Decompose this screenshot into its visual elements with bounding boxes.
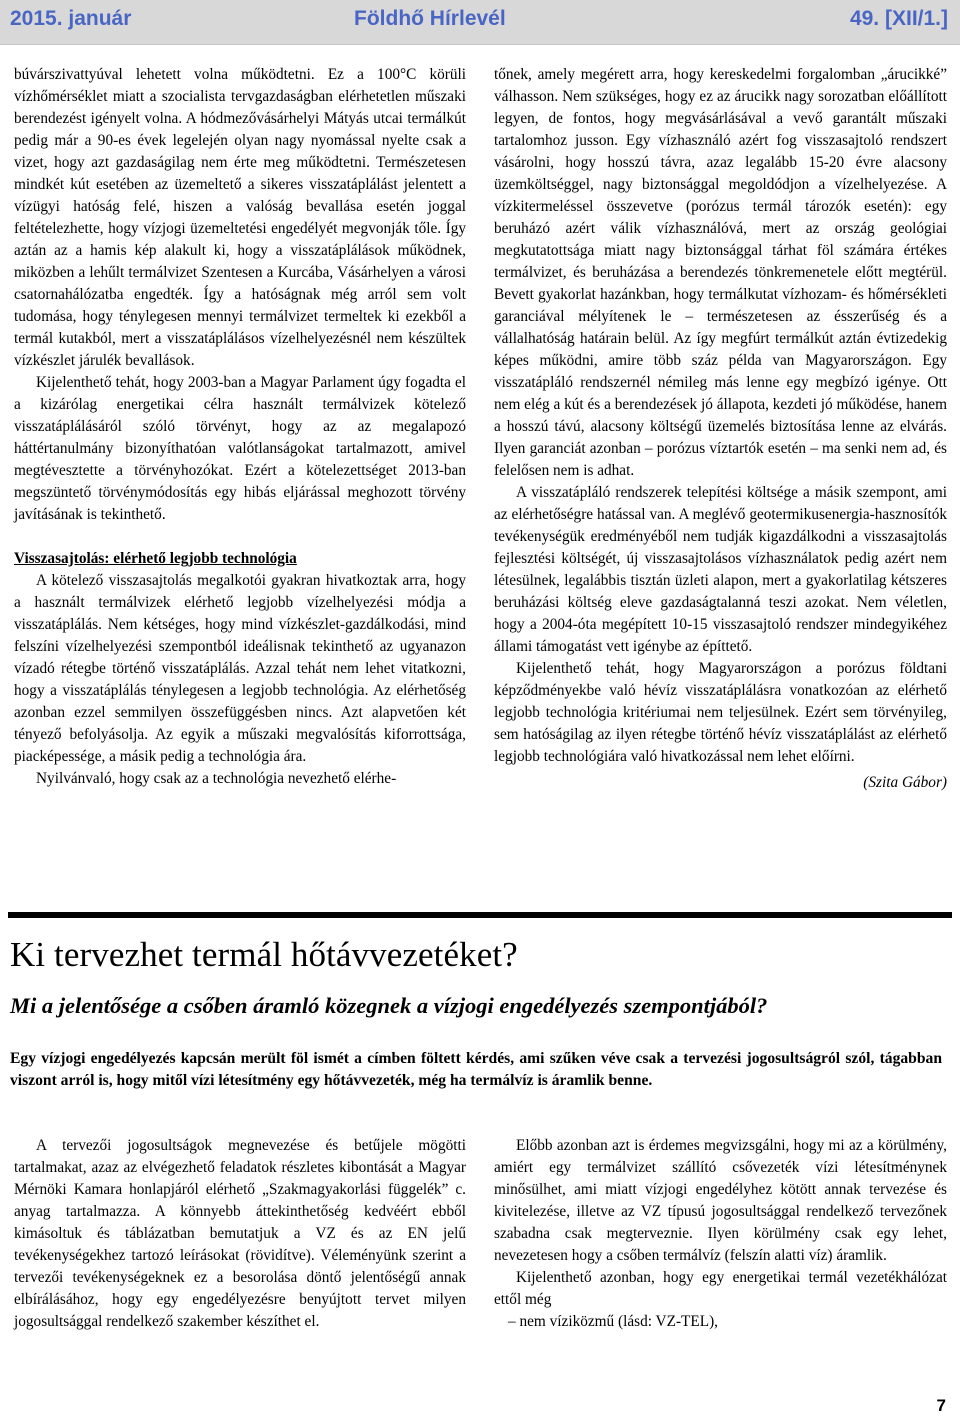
header-issue: 49. [XII/1.] bbox=[849, 7, 948, 30]
list-item: – nem víziközmű (lásd: VZ-TEL), bbox=[508, 1313, 718, 1330]
paragraph: A kötelező visszasajtolás megalkotói gyakran hivatkoztak arra, hogy a használt termálvizek elérhető legjobb vízelhelyezési módja a visszatáplálás. Nem kétséges, hogy mind vízkészlet-gazdálkodási, mind felszíni vízelhelyezési szempontból ideálisnak tekinthető az ugyanazon vízadó rétegbe történő visszatáplálás. Azzal tehát nem lehet vitatkozni, hogy a visszatáplálás ténylegesen a legjobb technológia. Az elérhetőség azonban ezzel semmilyen összefüggésben nincs. Azt alapvetően két tényező befolyásolja. Az egyik a műszaki megvalósítás kiforrottsága, piacképessége, a másik pedig a technológia ára. bbox=[14, 572, 466, 765]
header-date: 2015. január bbox=[10, 7, 132, 30]
article-title: Ki tervezhet termál hőtávvezetéket? bbox=[10, 935, 518, 974]
paragraph: Kijelenthető tehát, hogy 2003-ban a Magyar Parlament úgy fogadta el a kizárólag energetikai célra használt termálvizek kötelező visszatáplálásáról szóló törvényt, hogy az az megalapozó háttértanulmány bizonyíthatóan valótlanságokat tartalmazott, amivel megtévesztette a törvényhozókat. Ezért a kötelezettséget 2013-ban megszüntető törvénymódosítás egy hibás eljárással meghozott törvény javításának is tekinthető. bbox=[14, 374, 466, 523]
paragraph: Nyilvánvaló, hogy csak az a technológia nevezhető elérhe- bbox=[36, 770, 397, 787]
prev-article-column-1 bbox=[14, 64, 466, 790]
paragraph: tőnek, amely megérett arra, hogy kereskedelmi forgalomban „árucikké” válhasson. Nem szükséges, hogy ez az árucikk nagy sorozatban előállított legyen, de fontos, hogy megvásárlásával a vevő garantált műszaki tartalomhoz jusson. Egy vízhasználó azért fog visszasajtoló rendszert vásárolni, hogy hosszú távra, azaz legalább 15-20 évre alacsony üzemköltséggel, nagy biztonsággal megoldódjon a vízelhelyezése. A vízkitermeléssel összevetve (porózus termál tározók esetén): egy beruházó azért válik vízhasználóvá, mert az ország geológiai megkutatottsága miatt nagy biztonsággal tárhat föl számára értékes termálvizet, és beruházása a berendezés tönkremenetele előtt megtérül. Bevett gyakorlat hazánkban, hogy termálkutat vízhozam- és hőmérsékleti garanciával mélyítenek le – természetesen az ésszerűség és a vállalhatóság határain belül. Az így megfúrt termálkút aztán évtizedekig képes működni, amire több száz példa van Magyarországon. Egy visszatápláló rendszernél némileg más lenne egy megbízó igénye. Ott nem elég a kút és a berendezések jó állapota, kezdeti jó működése, hanem a hosszú távú, alacsony költségű üzemelés biztosítása lenne az elvárás. Ilyen garanciát azonban – porózus víztartók esetén – ma senki nem ad, és felelősen nem is adhat. bbox=[494, 66, 947, 479]
article-subtitle: Mi a jelentősége a csőben áramló közegnek a vízjogi engedélyezés szempontjából? bbox=[10, 993, 768, 1018]
article-lead: Egy vízjogi engedélyezés kapcsán merült föl ismét a címben föltett kérdés, ami szűken véve csak a tervezési jogosultságról szól, tágabban viszont arról is, hogy mitől vízi létesítmény egy hőtávvezeték, még ha termálvíz is áramlik benne. bbox=[10, 1050, 942, 1089]
page-number: 7 bbox=[936, 1396, 946, 1415]
page-header bbox=[0, 0, 960, 45]
paragraph: Előbb azonban azt is érdemes megvizsgálni, hogy mi az a körülmény, amiért egy termálvizet szállító csővezeték vízi létesítménynek minősülhet, ami miatt vízjogi engedélyhez kötött annak tervezése és kivitelezése, illetve az VZ típusú jogosultsággal rendelkező tervezőnek szabadna csak megterveznie. Ilyen körülmény csak egy lehet, nevezetesen hogy a csőben termálvíz (felszín alatti víz) áramlik. bbox=[494, 1137, 947, 1264]
paragraph: Kijelenthető tehát, hogy Magyarországon a porózus földtani képződményekbe való hévíz visszatáplálásra vonatkozóan az elérhető legjobb technológia kritériumai nem teljesülnek. Ezért sem törvényileg, sem hatóságilag az ilyen rétegbe történő hévíz visszatáplálást az elérhető legjobb technológiára való hivatkozással nem lehet előírni. bbox=[494, 660, 947, 765]
article-column-1 bbox=[14, 1135, 466, 1333]
section-subheading: Visszasajtolás: elérhető legjobb technológia bbox=[14, 550, 297, 567]
section-divider bbox=[8, 912, 952, 918]
prev-article-column-2 bbox=[494, 64, 947, 794]
paragraph: A tervezői jogosultságok megnevezése és betűjele mögötti tartalmakat, azaz az elvégezhető feladatok részletes kibontását a Magyar Mérnöki Kamara honlapjáról elérhető „Szakmagyakorlási függelék” c. anyag tartalmazza. A könnyebb áttekinthetőség kedvéért ebből kimásoltuk és táblázatban bemutatjuk a VZ és az EN jelű tevékenységekhez tartozó leírásokat (rövidítve). Véleményünk szerint a tervezői tevékenységeknek ez a besorolása döntő jelentőségű annak elbírálásához, hogy egy engedélyezésre benyújtott tervet milyen jogosultsággal rendelkező szakember készíthet el. bbox=[14, 1137, 466, 1330]
article-column-2 bbox=[494, 1135, 947, 1333]
author-signature: (Szita Gábor) bbox=[863, 774, 947, 791]
paragraph: Kijelenthető azonban, hogy egy energetikai termál vezetékhálózat ettől még bbox=[494, 1269, 947, 1308]
paragraph: búvárszivattyúval lehetett volna működtetni. Ez a 100°C körüli vízhőmérséklet miatt a szocialista tervgazdaságban elérhetetlen műszaki berendezést igényelt volna. A hódmezővásárhelyi Mátyás utcai termálkút pedig már a 90-es évek legelején olyan nagy nyomással nyelte csak a vizet, hogy azt gazdaságilag nem érte meg működtetni. Természetesen mindkét kút esetében az üzemeltető a sikeres visszatáplálást jelentett a vízügyi hatóság felé, hiszen a valóság bevallása esetén joggal feltételezhette, hogy vízjogi üzemeltetési engedélyét megvonják tőle. Így aztán az a hamis kép alakult ki, hogy a visszatáplálások működnek, miközben a lehűlt termálvizet Szentesen a Kurcába, Vásárhelyen a városi csatornahálózatba engedték. Így a hatóságnak még arról sem volt tudomása, hogy ténylegesen mennyi termálvizet termeltek ki ezekből a termál kutakból, mert a visszatáplálásos vízelhelyezésnél nem készültek vízkészlet járulék bevallások. bbox=[14, 66, 466, 369]
paragraph: A visszatápláló rendszerek telepítési költsége a másik szempont, ami az elérhetőségre hatással van. A meglévő geotermikusenergia-hasznosítók tevékenységük eredményéből nem tudják kigazdálkodni a visszasajtolás fejlesztési költségét, új visszasajtolásos vízhasználatok pedig azért nem létesülnek, legalábbis tisztán üzleti alapon, mert a gyakorlatilag kétszeres beruházási költség eleve gazdaságtalanná teszi azokat. Nem véletlen, hogy a 2004-óta megépített 10-15 visszasajtoló rendszer mindegyikéhez állami támogatást vett igénybe az építtető. bbox=[494, 484, 947, 655]
header-publication: Földhő Hírlevél bbox=[354, 7, 506, 30]
